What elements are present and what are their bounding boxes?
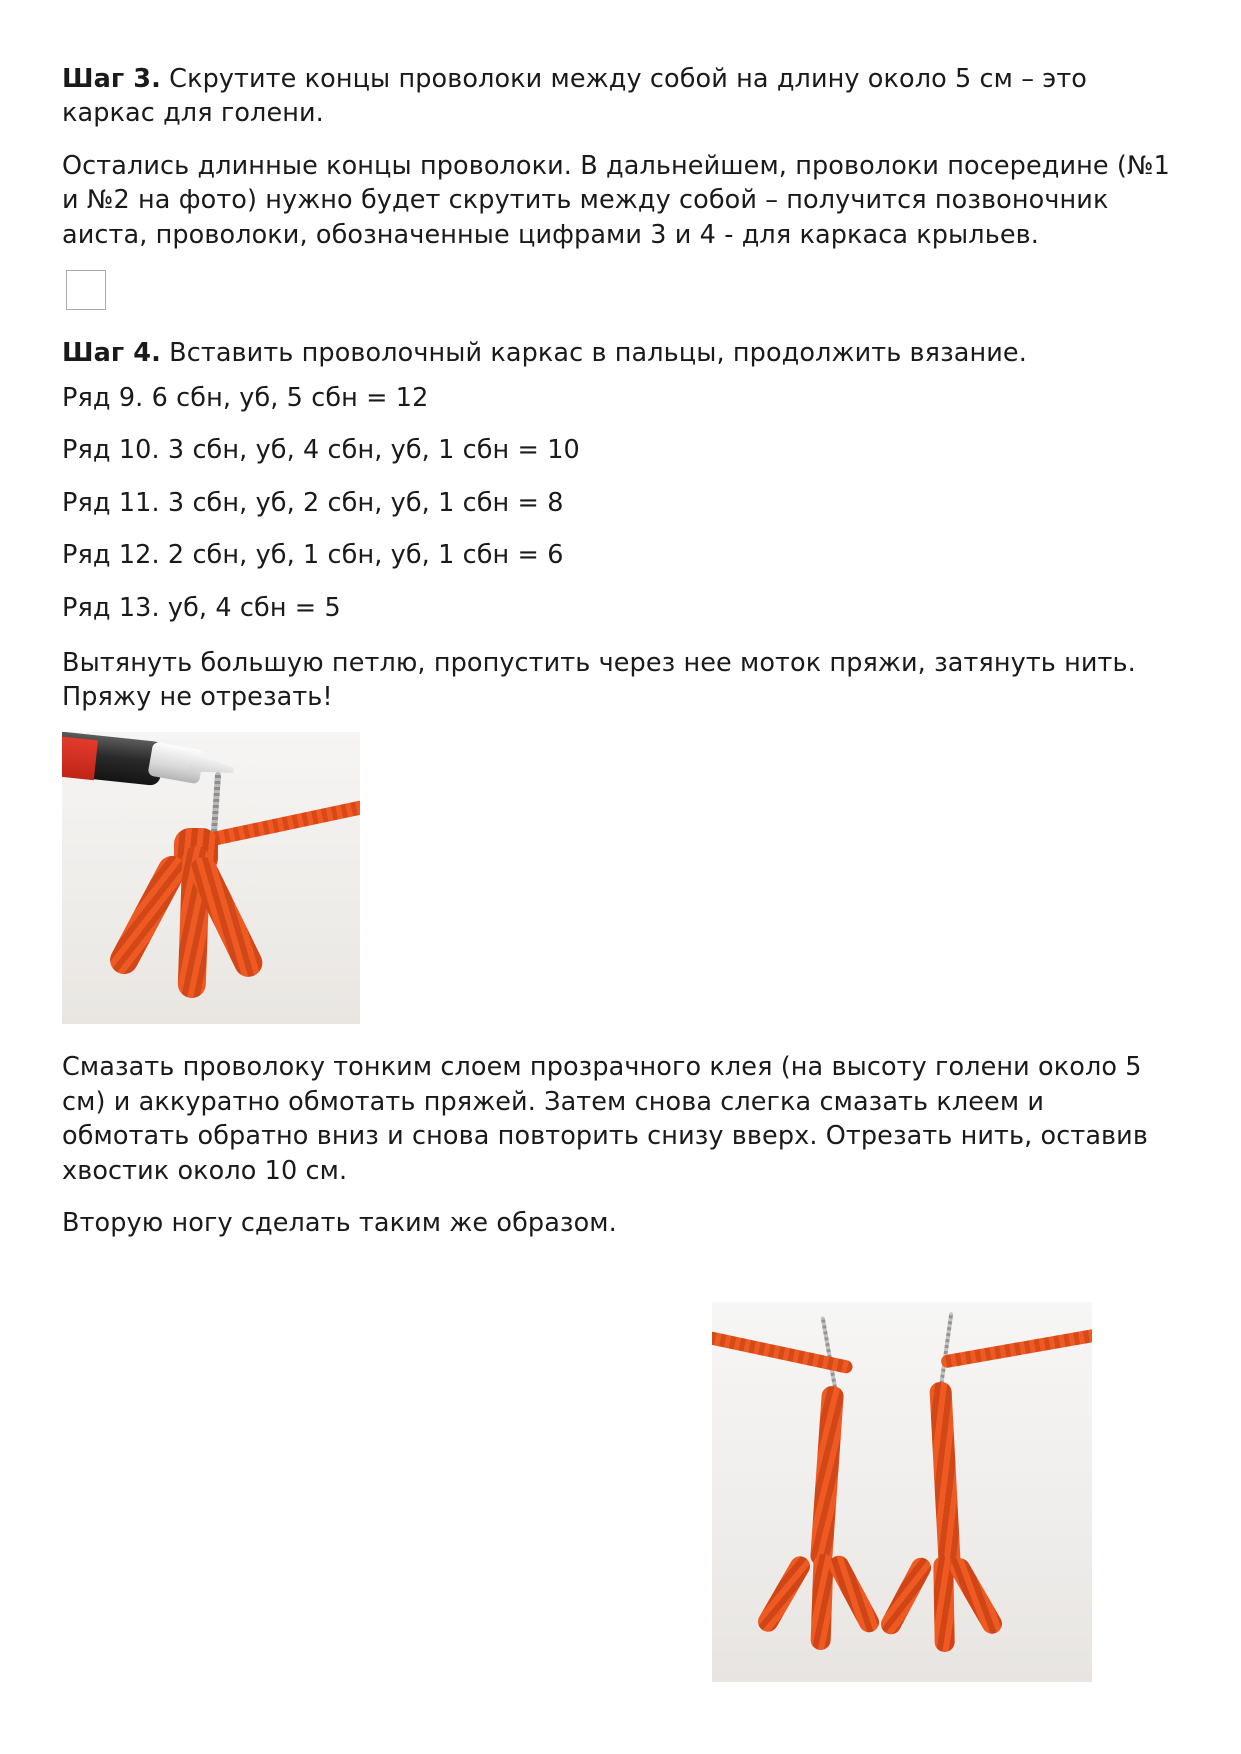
photo-two-finished-legs: [712, 1302, 1092, 1682]
step3-text: Скрутите концы проволоки между собой на длину около 5 см – это каркас для голени.: [62, 64, 1087, 129]
step4-text: Вставить проволочный каркас в пальцы, продолжить вязание.: [160, 338, 1027, 369]
step3-paragraph-2: Остались длинные концы проволоки. В дальнейшем, проволоки посередине (№1 и №2 на фото) нужно будет скрутить между собой – получится позвоночник аиста, проволоки, обозначенные цифрами 3 и 4 - для каркаса крыльев.: [62, 150, 1170, 250]
step4-label: Шаг 4.: [62, 338, 161, 369]
second-leg-paragraph: Вторую ногу сделать таким же образом.: [62, 1208, 617, 1239]
step4-paragraph: [62, 336, 1171, 370]
row-instruction-10: Ряд 10. 3 сбн, уб, 4 сбн, уб, 1 сбн = 10: [62, 435, 580, 466]
glue-tube-label: [62, 736, 98, 780]
after-rows-paragraph: Вытянуть большую петлю, пропустить через нее моток пряжи, затянуть нить. Пряжу не отрезать!: [62, 647, 1136, 712]
row-instruction-12: Ряд 12. 2 сбн, уб, 1 сбн, уб, 1 сбн = 6: [62, 540, 564, 571]
empty-placeholder-box: [66, 270, 106, 310]
row-instruction-11: Ряд 11. 3 сбн, уб, 2 сбн, уб, 1 сбн = 8: [62, 487, 564, 518]
row-instruction-9: Ряд 9. 6 сбн, уб, 5 сбн = 12: [62, 382, 429, 413]
step3-paragraph: [62, 62, 1171, 131]
photo-glue-and-crochet-foot: [62, 732, 360, 1024]
step3-label: Шаг 3.: [62, 64, 161, 94]
row-instruction-13: Ряд 13. уб, 4 сбн = 5: [62, 592, 341, 623]
glue-paragraph: Смазать проволоку тонким слоем прозрачного клея (на высоту голени около 5 см) и аккуратно обмотать пряжей. Затем снова слегка смазать клеем и обмотать обратно вниз и снова повторить снизу вверх. Отрезать нить, оставив хвостик около 10 см.: [62, 1052, 1148, 1186]
